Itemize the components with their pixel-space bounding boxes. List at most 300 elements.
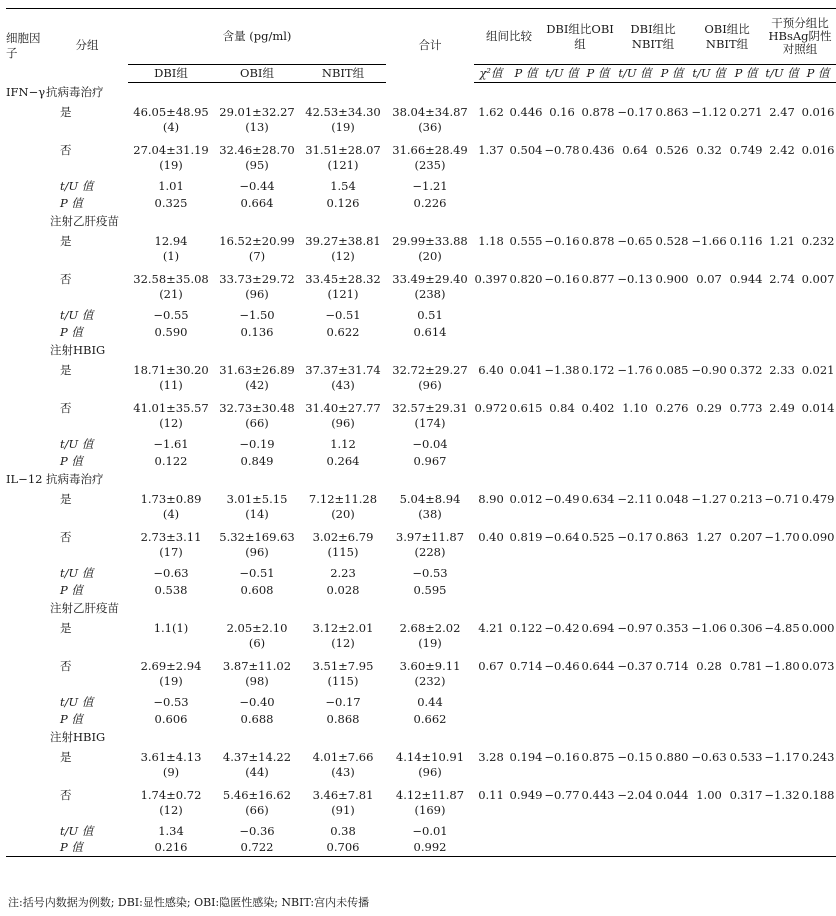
header-nbit: NBIT组 xyxy=(300,65,386,83)
spacer xyxy=(6,656,46,694)
stat-cell: 1.18 xyxy=(478,233,504,248)
value-cell: 0.51 xyxy=(417,307,443,322)
count: (98) xyxy=(245,673,269,688)
empty-cell xyxy=(508,436,544,453)
value-cell xyxy=(386,747,474,785)
mean-sd: 2.73±3.11 xyxy=(140,529,202,544)
stat-cell: 2.42 xyxy=(769,142,795,157)
mean-sd: 31.63±26.89 xyxy=(219,362,295,377)
empty-cell xyxy=(800,453,836,470)
stat-cell: 0.012 xyxy=(509,491,543,506)
stat-cell: −0.15 xyxy=(617,749,653,764)
count: (6) xyxy=(248,635,266,650)
value-cell: 0.590 xyxy=(154,324,188,339)
stat-cell: 0.16 xyxy=(549,104,575,119)
mean-sd: 41.01±35.57 xyxy=(133,400,209,415)
value-cell xyxy=(300,231,386,269)
mean-sd: 18.71±30.20 xyxy=(133,362,209,377)
count: (42) xyxy=(245,377,269,392)
row-label: t/U 值 xyxy=(60,436,94,451)
value-cell: 1.34 xyxy=(158,823,184,838)
value-cell xyxy=(300,102,386,140)
value-cell: 0.325 xyxy=(154,195,188,210)
stat-cell: −1.80 xyxy=(764,658,800,673)
stat-cell: −0.65 xyxy=(617,233,653,248)
stat-cell: 0.353 xyxy=(655,620,689,635)
spacer xyxy=(6,212,46,231)
empty-cell xyxy=(580,565,616,582)
stat-cell: 0.749 xyxy=(729,142,763,157)
section-row xyxy=(6,728,836,747)
stat-cell: 0.397 xyxy=(474,271,508,286)
value-cell: −1.21 xyxy=(412,178,448,193)
stat-cell: −0.97 xyxy=(617,620,653,635)
table-row xyxy=(6,436,836,453)
count: (17) xyxy=(159,544,183,559)
stat-cell: 0.232 xyxy=(801,233,835,248)
value-cell: 0.706 xyxy=(300,840,386,857)
count: (12) xyxy=(159,802,183,817)
mean-sd: 12.94 xyxy=(154,233,188,248)
header-tu: t/U 值 xyxy=(690,65,728,83)
count: (174) xyxy=(414,415,446,430)
value-cell: −0.51 xyxy=(325,307,361,322)
spacer xyxy=(6,269,46,307)
value-cell: 0.664 xyxy=(240,195,274,210)
table-body xyxy=(6,83,836,857)
stat-cell: 0.878 xyxy=(581,233,615,248)
header-p: P 值 xyxy=(800,65,836,83)
value-cell: 0.622 xyxy=(326,324,360,339)
empty-cell xyxy=(508,694,544,711)
empty-cell xyxy=(544,453,580,470)
stat-cell: 0.436 xyxy=(581,142,615,157)
count: (228) xyxy=(414,544,446,559)
count: (91) xyxy=(331,802,355,817)
stat-cell: 0.28 xyxy=(696,658,722,673)
stat-cell: −1.17 xyxy=(764,749,800,764)
value-cell xyxy=(128,785,214,823)
mean-sd: 3.01±5.15 xyxy=(226,491,288,506)
stat-cell: −0.13 xyxy=(617,271,653,286)
value-cell: 1.01 xyxy=(158,178,184,193)
stat-cell: −0.90 xyxy=(691,362,727,377)
stat-cell: 0.714 xyxy=(509,658,543,673)
empty-cell xyxy=(580,178,616,195)
value-cell: 0.226 xyxy=(413,195,447,210)
count: (12) xyxy=(331,635,355,650)
count: (169) xyxy=(414,802,446,817)
count: (19) xyxy=(159,157,183,172)
empty-cell xyxy=(800,178,836,195)
row-label: P 值 xyxy=(46,840,128,857)
empty-cell xyxy=(508,324,544,341)
count: (95) xyxy=(245,157,269,172)
spacer xyxy=(6,436,46,453)
stat-cell: −0.71 xyxy=(764,491,800,506)
mean-sd: 37.37±31.74 xyxy=(305,362,381,377)
empty-cell xyxy=(474,823,508,840)
table-row xyxy=(6,840,836,857)
mean-sd: 4.37±14.22 xyxy=(222,749,292,764)
table-row xyxy=(6,823,836,840)
header-dbi-obi: DBI组比OBI组 xyxy=(544,9,616,65)
stat-cell: 8.90 xyxy=(478,491,504,506)
count: (36) xyxy=(418,119,442,134)
mean-sd: 3.87±11.02 xyxy=(222,658,292,673)
row-label: t/U 值 xyxy=(60,823,94,838)
stat-cell: 0.875 xyxy=(581,749,615,764)
stat-cell: 0.048 xyxy=(655,491,689,506)
row-label: 否 xyxy=(60,400,72,415)
empty-cell xyxy=(616,711,654,728)
value-cell xyxy=(386,269,474,307)
mean-sd: 5.46±16.62 xyxy=(222,787,292,802)
empty-cell xyxy=(508,823,544,840)
value-cell: −0.63 xyxy=(153,565,189,580)
mean-sd: 31.51±28.07 xyxy=(305,142,381,157)
empty-cell xyxy=(690,324,728,341)
stat-cell: −0.16 xyxy=(544,271,580,286)
header-dbi-nbit: DBI组比NBIT组 xyxy=(616,9,690,65)
stat-cell: 0.694 xyxy=(581,620,615,635)
mean-sd: 3.51±7.95 xyxy=(312,658,374,673)
stat-cell: −0.78 xyxy=(544,142,580,157)
value-cell: 0.216 xyxy=(128,840,214,857)
empty-cell xyxy=(728,823,764,840)
stat-cell: 0.243 xyxy=(801,749,835,764)
row-label: 是 xyxy=(60,491,72,506)
mean-sd: 4.14±10.91 xyxy=(395,749,465,764)
stat-cell: 0.271 xyxy=(729,104,763,119)
row-label: 是 xyxy=(60,749,72,764)
count: (232) xyxy=(414,673,446,688)
stat-cell: 0.29 xyxy=(696,400,722,415)
spacer xyxy=(6,140,46,178)
table-row xyxy=(6,398,836,436)
mean-sd: 33.45±28.32 xyxy=(305,271,381,286)
empty-cell xyxy=(616,307,654,324)
spacer xyxy=(6,360,46,398)
stat-cell: −1.12 xyxy=(691,104,727,119)
row-label: 否 xyxy=(60,142,72,157)
stat-cell: 0.67 xyxy=(478,658,504,673)
count: (7) xyxy=(248,248,266,263)
stat-cell: 0.11 xyxy=(478,787,504,802)
count: (38) xyxy=(418,506,442,521)
value-cell: −0.01 xyxy=(412,823,448,838)
empty-cell xyxy=(800,436,836,453)
count: (96) xyxy=(418,764,442,779)
row-label: t/U 值 xyxy=(60,694,94,709)
stat-cell: 0.479 xyxy=(801,491,835,506)
spacer xyxy=(6,453,46,470)
empty-cell xyxy=(654,711,690,728)
stat-cell: −0.64 xyxy=(544,529,580,544)
empty-cell xyxy=(508,840,544,857)
empty-cell xyxy=(508,453,544,470)
stat-cell: 0.84 xyxy=(549,400,575,415)
value-cell: 0.136 xyxy=(240,324,274,339)
value-cell: −0.53 xyxy=(412,565,448,580)
table-row xyxy=(6,747,836,785)
stat-cell: 0.877 xyxy=(581,271,615,286)
stat-cell: 0.773 xyxy=(729,400,763,415)
mean-sd: 4.01±7.66 xyxy=(312,749,374,764)
table-row xyxy=(6,618,836,656)
value-cell: −0.17 xyxy=(325,694,361,709)
value-cell: −0.36 xyxy=(239,823,275,838)
value-cell xyxy=(214,618,300,656)
row-label: 否 xyxy=(60,658,72,673)
empty-cell xyxy=(690,582,728,599)
value-cell xyxy=(214,747,300,785)
stat-cell: −0.16 xyxy=(544,233,580,248)
mean-sd: 32.46±28.70 xyxy=(219,142,295,157)
value-cell: 0.028 xyxy=(326,582,360,597)
spacer xyxy=(6,711,46,728)
stat-cell: 0.213 xyxy=(729,491,763,506)
mean-sd: 4.12±11.87 xyxy=(395,787,465,802)
empty-cell xyxy=(764,178,800,195)
row-label: 是 xyxy=(60,233,72,248)
factor-row xyxy=(6,83,836,102)
spacer xyxy=(6,747,46,785)
table-row xyxy=(6,269,836,307)
header-group: 分组 xyxy=(46,9,128,83)
empty-cell xyxy=(800,195,836,212)
mean-sd: 3.61±4.13 xyxy=(140,749,202,764)
section-label: 注射HBIG xyxy=(50,729,106,744)
value-cell: −0.40 xyxy=(239,694,275,709)
section-label: 注射HBIG xyxy=(50,342,106,357)
stat-cell: 0.32 xyxy=(696,142,722,157)
spacer xyxy=(6,527,46,565)
spacer xyxy=(6,178,46,195)
empty-cell xyxy=(474,453,508,470)
value-cell xyxy=(386,489,474,527)
mean-sd: 32.72±29.27 xyxy=(392,362,468,377)
count: (121) xyxy=(327,157,359,172)
factor-label: IFN−γ xyxy=(6,84,46,99)
stat-cell: 0.07 xyxy=(696,271,722,286)
empty-cell xyxy=(508,711,544,728)
value-cell xyxy=(214,102,300,140)
empty-cell xyxy=(800,823,836,840)
mean-sd: 27.04±31.19 xyxy=(133,142,209,157)
empty-cell xyxy=(764,307,800,324)
value-cell xyxy=(300,527,386,565)
stat-cell: −0.46 xyxy=(544,658,580,673)
stat-cell: −0.63 xyxy=(691,749,727,764)
value-cell: 0.967 xyxy=(413,453,447,468)
mean-sd: 5.04±8.94 xyxy=(399,491,461,506)
value-cell xyxy=(214,140,300,178)
spacer xyxy=(6,398,46,436)
empty-cell xyxy=(474,307,508,324)
empty-cell xyxy=(544,565,580,582)
empty-cell xyxy=(580,324,616,341)
mean-sd: 33.73±29.72 xyxy=(219,271,295,286)
spacer xyxy=(6,618,46,656)
stat-cell: 0.504 xyxy=(509,142,543,157)
row-label: 否 xyxy=(60,271,72,286)
table-row xyxy=(6,324,836,341)
stat-cell: 0.615 xyxy=(509,400,543,415)
empty-cell xyxy=(728,436,764,453)
stat-cell: 0.402 xyxy=(581,400,615,415)
table-row xyxy=(6,694,836,711)
header-obi-nbit: OBI组比NBIT组 xyxy=(690,9,764,65)
stat-cell: 1.27 xyxy=(696,529,722,544)
empty-cell xyxy=(800,840,836,857)
count: (4) xyxy=(162,119,180,134)
stat-cell: 0.949 xyxy=(509,787,543,802)
stat-cell: 0.372 xyxy=(729,362,763,377)
spacer xyxy=(6,840,46,857)
stat-cell: 0.073 xyxy=(801,658,835,673)
value-cell xyxy=(214,231,300,269)
empty-cell xyxy=(728,582,764,599)
value-cell xyxy=(300,489,386,527)
value-cell xyxy=(386,618,474,656)
stat-cell: −1.27 xyxy=(691,491,727,506)
value-cell: −0.19 xyxy=(239,436,275,451)
count: (235) xyxy=(414,157,446,172)
header-chi: χ²值 xyxy=(474,65,508,83)
empty-cell xyxy=(544,436,580,453)
table-row xyxy=(6,565,836,582)
empty-cell xyxy=(580,840,616,857)
empty-cell xyxy=(616,436,654,453)
stat-cell: 0.819 xyxy=(509,529,543,544)
stat-cell: −1.32 xyxy=(764,787,800,802)
empty-cell xyxy=(764,840,800,857)
section-row xyxy=(6,212,836,231)
spacer xyxy=(6,728,46,747)
header-p: P 值 xyxy=(654,65,690,83)
stat-cell: −2.04 xyxy=(617,787,653,802)
empty-cell xyxy=(690,436,728,453)
empty-cell xyxy=(690,453,728,470)
value-cell: 0.538 xyxy=(154,582,188,597)
value-cell xyxy=(300,269,386,307)
mean-sd: 42.53±34.30 xyxy=(305,104,381,119)
empty-cell xyxy=(474,436,508,453)
empty-cell xyxy=(616,324,654,341)
mean-sd: 1.73±0.89 xyxy=(140,491,202,506)
empty-cell xyxy=(690,195,728,212)
count: (1) xyxy=(162,248,180,263)
stat-cell: 0.644 xyxy=(581,658,615,673)
empty-cell xyxy=(544,840,580,857)
spacer xyxy=(6,489,46,527)
value-cell: 0.614 xyxy=(413,324,447,339)
row-label: P 值 xyxy=(60,582,83,597)
mean-sd: 3.46±7.81 xyxy=(312,787,374,802)
empty-cell xyxy=(580,307,616,324)
factor-row xyxy=(6,470,836,489)
count: (20) xyxy=(331,506,355,521)
value-cell xyxy=(128,747,214,785)
count: (115) xyxy=(327,544,359,559)
stat-cell: 0.40 xyxy=(478,529,504,544)
value-cell: −0.55 xyxy=(153,307,189,322)
empty-cell xyxy=(654,178,690,195)
stat-cell: 0.863 xyxy=(655,529,689,544)
value-cell: 0.688 xyxy=(240,711,274,726)
mean-sd: 31.40±27.77 xyxy=(305,400,381,415)
mean-sd: 1.1(1) xyxy=(153,620,189,635)
stat-cell: −1.76 xyxy=(617,362,653,377)
stat-cell: 1.62 xyxy=(478,104,504,119)
empty-cell xyxy=(474,324,508,341)
mean-sd: 3.02±6.79 xyxy=(312,529,374,544)
stat-cell: 0.878 xyxy=(581,104,615,119)
value-cell xyxy=(300,360,386,398)
empty-cell xyxy=(764,324,800,341)
empty-cell xyxy=(474,582,508,599)
header-p: P 值 xyxy=(508,65,544,83)
stat-cell: 2.33 xyxy=(769,362,795,377)
empty-cell xyxy=(654,694,690,711)
value-cell xyxy=(386,140,474,178)
empty-cell xyxy=(616,565,654,582)
value-cell xyxy=(128,489,214,527)
empty-cell xyxy=(544,178,580,195)
empty-cell xyxy=(764,436,800,453)
value-cell xyxy=(300,785,386,823)
table-row xyxy=(6,656,836,694)
row-label: P 值 xyxy=(60,453,83,468)
value-cell xyxy=(214,785,300,823)
row-label: P 值 xyxy=(60,324,83,339)
stat-cell: 0.016 xyxy=(801,104,835,119)
row-label: 是 xyxy=(60,104,72,119)
empty-cell xyxy=(474,178,508,195)
spacer xyxy=(6,599,46,618)
stat-cell: 0.446 xyxy=(509,104,543,119)
stat-cell: −1.66 xyxy=(691,233,727,248)
mean-sd: 38.04±34.87 xyxy=(392,104,468,119)
value-cell: 0.868 xyxy=(326,711,360,726)
value-cell: 0.608 xyxy=(240,582,274,597)
count: (20) xyxy=(418,248,442,263)
stat-cell: 0.090 xyxy=(801,529,835,544)
stat-cell: 1.00 xyxy=(696,787,722,802)
section-row xyxy=(6,341,836,360)
mean-sd: 31.66±28.49 xyxy=(392,142,468,157)
empty-cell xyxy=(728,565,764,582)
count: (21) xyxy=(159,286,183,301)
row-label: 是 xyxy=(60,362,72,377)
stat-cell: 0.525 xyxy=(581,529,615,544)
section-label: 注射乙肝疫苗 xyxy=(50,213,119,228)
empty-cell xyxy=(508,565,544,582)
empty-cell xyxy=(728,453,764,470)
stat-cell: −0.16 xyxy=(544,749,580,764)
empty-cell xyxy=(544,307,580,324)
row-label: P 值 xyxy=(60,195,83,210)
empty-cell xyxy=(508,195,544,212)
stat-cell: 2.74 xyxy=(769,271,795,286)
factor-label: IL−12 xyxy=(6,471,43,486)
mean-sd: 2.69±2.94 xyxy=(140,658,202,673)
header-compare: 组间比较 xyxy=(474,9,544,65)
empty-cell xyxy=(474,565,508,582)
value-cell xyxy=(214,360,300,398)
empty-cell xyxy=(764,823,800,840)
